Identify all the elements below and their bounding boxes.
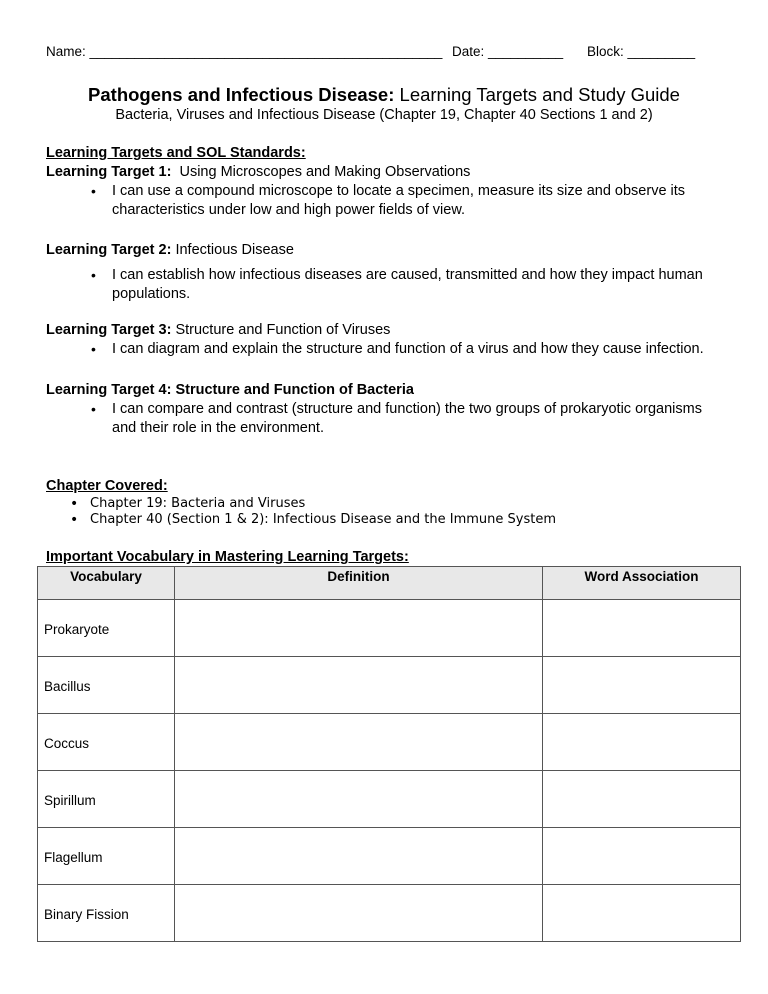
target-1-topic: Using Microscopes and Making Observations — [171, 164, 471, 180]
target-3-topic: Structure and Function of Viruses — [171, 322, 391, 338]
table-row — [38, 771, 741, 828]
target-1-label: Learning Target 1: — [46, 164, 172, 180]
definition-cell[interactable] — [175, 828, 543, 885]
block-field[interactable]: Block: _________ — [587, 44, 696, 59]
definition-cell[interactable] — [175, 657, 543, 714]
table-row — [38, 657, 741, 714]
target-1-bullet: • I can use a compound microscope to locate a specimen, measure its size and observe its characteristics under low and high power fields of view. — [46, 182, 726, 220]
target-2-bullet: • I can establish how infectious diseases are caused, transmitted and how they impact human populations. — [46, 266, 726, 304]
chapter-item: • Chapter 19: Bacteria and Viruses — [46, 496, 726, 512]
vocab-term: Prokaryote — [38, 600, 175, 657]
target-2 — [46, 241, 726, 304]
vocabulary-column-header: Vocabulary — [38, 567, 175, 600]
page-subtitle: Bacteria, Viruses and Infectious Disease (Chapter 19, Chapter 40 Sections 1 and 2) — [115, 107, 653, 123]
vocab-term: Coccus — [38, 714, 175, 771]
vocab-heading-wrap — [46, 548, 726, 567]
table-header-row — [38, 567, 741, 600]
target-3 — [46, 321, 726, 359]
target-4-bullet: • I can compare and contrast (structure and function) the two groups of prokaryotic organisms and their role in the environment. — [46, 400, 726, 438]
table-row — [38, 600, 741, 657]
page-title — [0, 84, 768, 106]
table-row — [38, 828, 741, 885]
word-association-cell[interactable] — [543, 771, 741, 828]
definition-column-header: Definition — [175, 567, 543, 600]
word-association-cell[interactable] — [543, 600, 741, 657]
word-association-column-header: Word Association — [543, 567, 741, 600]
title-bold: Pathogens and Infectious Disease: — [88, 84, 395, 105]
definition-cell[interactable] — [175, 771, 543, 828]
definition-cell[interactable] — [175, 600, 543, 657]
chapters-heading: Chapter Covered: — [46, 478, 168, 494]
definition-cell[interactable] — [175, 714, 543, 771]
word-association-cell[interactable] — [543, 714, 741, 771]
table-row — [38, 885, 741, 942]
title-rest: Learning Targets and Study Guide — [394, 84, 680, 105]
word-association-cell[interactable] — [543, 828, 741, 885]
vocab-term: Flagellum — [38, 828, 175, 885]
target-3-label: Learning Target 3: — [46, 322, 172, 338]
vocab-term: Spirillum — [38, 771, 175, 828]
table-row — [38, 714, 741, 771]
vocabulary-table — [37, 566, 741, 942]
target-4-label: Learning Target 4: Structure and Function of Bacteria — [46, 382, 414, 398]
target-2-topic: Infectious Disease — [171, 242, 294, 258]
learning-targets-section — [46, 144, 726, 220]
target-2-label: Learning Target 2: — [46, 242, 172, 258]
target-1-heading — [46, 163, 726, 182]
target-4 — [46, 381, 726, 438]
target-3-heading — [46, 321, 726, 340]
definition-cell[interactable] — [175, 885, 543, 942]
vocab-heading: Important Vocabulary in Mastering Learning Targets: — [46, 549, 409, 565]
date-field[interactable]: Date: __________ — [452, 44, 564, 59]
vocab-term: Bacillus — [38, 657, 175, 714]
chapter-item: • Chapter 40 (Section 1 & 2): Infectious Disease and the Immune System — [46, 512, 726, 528]
target-2-heading — [46, 241, 726, 260]
word-association-cell[interactable] — [543, 885, 741, 942]
standards-heading: Learning Targets and SOL Standards: — [46, 145, 306, 161]
word-association-cell[interactable] — [543, 657, 741, 714]
name-field[interactable]: Name: _______________________________________________ — [46, 44, 443, 59]
target-4-heading — [46, 381, 726, 400]
vocab-term: Binary Fission — [38, 885, 175, 942]
chapters-section — [46, 477, 726, 528]
target-3-bullet: • I can diagram and explain the structure and function of a virus and how they cause infection. — [46, 340, 726, 359]
